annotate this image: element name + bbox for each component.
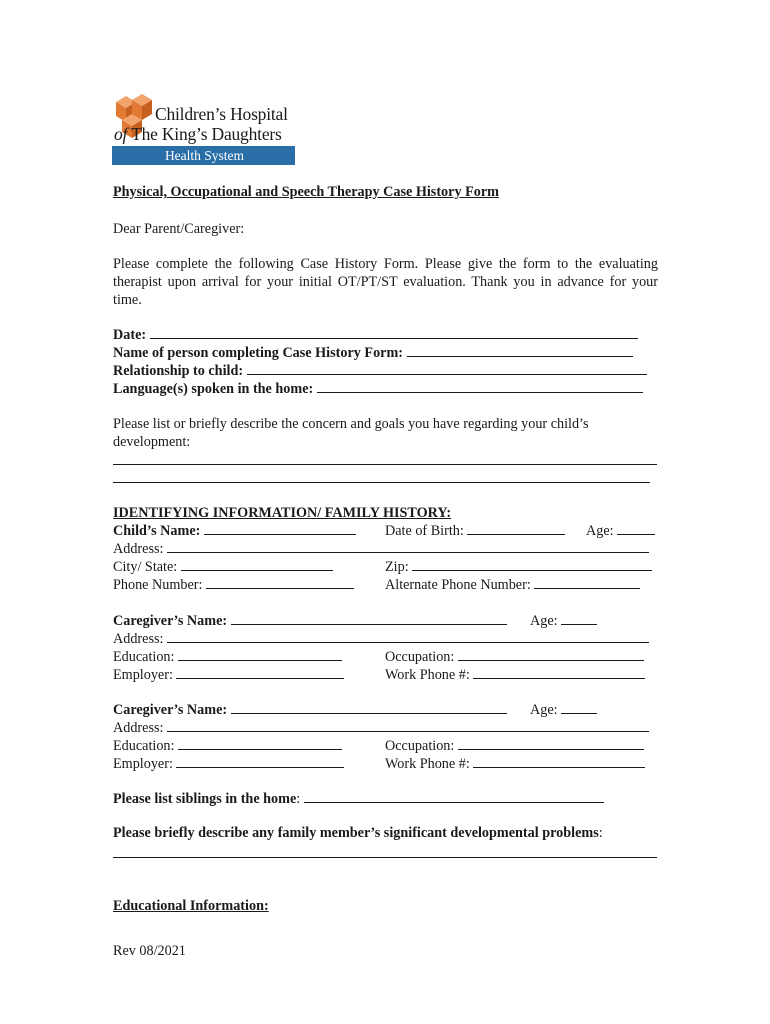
caregiver1-occupation-label: Occupation: [385, 649, 455, 665]
zip-field[interactable] [412, 557, 652, 571]
caregiver1-work-phone-field[interactable] [473, 665, 645, 679]
siblings-field[interactable] [304, 789, 604, 803]
logo-name-line1: Children’s Hospital [155, 104, 288, 124]
caregiver2-employer-label: Employer: [113, 756, 173, 772]
alt-phone-row [385, 575, 640, 594]
caregiver1-education-field[interactable] [178, 647, 342, 661]
intro-paragraph: Please complete the following Case History Form. Please give the form to the evaluating therapist upon arrival for your initial OT/PT/ST evaluation. Thank you in advance for your time. [113, 256, 658, 308]
caregiver1-work-phone-label: Work Phone #: [385, 667, 470, 683]
child-age-row [586, 521, 655, 540]
logo-banner-text: Health System [164, 148, 245, 163]
caregiver1-address-label: Address: [113, 631, 164, 647]
city-state-field[interactable] [181, 557, 333, 571]
alt-phone-field[interactable] [534, 575, 640, 589]
family-problems-colon: : [598, 825, 603, 841]
caregiver2-employer-row [113, 754, 344, 773]
city-state-row [113, 557, 333, 576]
concern-prompt: Please list or briefly describe the concern and goals you have regarding your child’s development: [113, 416, 589, 450]
languages-label: Language(s) spoken in the home: [113, 381, 314, 397]
caregiver1-employer-row [113, 665, 344, 684]
logo-name-line2: of The King’s Daughters [114, 124, 282, 144]
child-age-field[interactable] [617, 521, 655, 535]
caregiver1-employer-label: Employer: [113, 667, 173, 683]
child-address-row [113, 539, 649, 558]
date-row [113, 325, 638, 344]
phone-row [113, 575, 354, 594]
caregiver1-address-field[interactable] [167, 629, 649, 643]
siblings-row [113, 789, 604, 808]
caregiver1-name-label: Caregiver’s Name: [113, 613, 228, 629]
caregiver1-address-row [113, 629, 649, 648]
dob-row [385, 521, 565, 540]
caregiver2-education-label: Education: [113, 738, 175, 754]
greeting: Dear Parent/Caregiver: [113, 221, 245, 237]
phone-field[interactable] [206, 575, 354, 589]
child-name-row [113, 521, 356, 540]
family-problems-label: Please briefly describe any family member’s significant developmental problems [113, 825, 599, 841]
caregiver2-name-field[interactable] [231, 700, 507, 714]
caregiver2-age-field[interactable] [561, 700, 597, 714]
concern-line-2[interactable] [113, 482, 650, 483]
caregiver2-occupation-row [385, 736, 644, 755]
family-problems-row [113, 824, 603, 842]
caregiver1-age-row [530, 611, 597, 630]
languages-row [113, 379, 643, 398]
relationship-label: Relationship to child: [113, 363, 244, 379]
siblings-colon: : [296, 791, 301, 807]
person-label: Name of person completing Case History Form: [113, 345, 403, 361]
hospital-logo [112, 92, 296, 166]
caregiver2-address-label: Address: [113, 720, 164, 736]
caregiver2-name-label: Caregiver’s Name: [113, 702, 228, 718]
caregiver2-work-phone-row [385, 754, 645, 773]
caregiver2-education-field[interactable] [178, 736, 342, 750]
caregiver2-age-label: Age: [530, 702, 558, 718]
caregiver1-occupation-row [385, 647, 644, 666]
person-field[interactable] [407, 343, 633, 357]
caregiver1-age-label: Age: [530, 613, 558, 629]
city-state-label: City/ State: [113, 559, 178, 575]
child-address-label: Address: [113, 541, 164, 557]
zip-row [385, 557, 652, 576]
caregiver2-address-field[interactable] [167, 718, 649, 732]
person-row [113, 343, 633, 362]
child-name-field[interactable] [204, 521, 356, 535]
siblings-label: Please list siblings in the home [113, 791, 297, 807]
caregiver1-education-row [113, 647, 342, 666]
family-problems-line[interactable] [113, 857, 657, 858]
child-name-label: Child’s Name: [113, 523, 201, 539]
identifying-heading: IDENTIFYING INFORMATION/ FAMILY HISTORY: [113, 505, 452, 521]
caregiver2-occupation-field[interactable] [458, 736, 644, 750]
revision-footer: Rev 08/2021 [113, 943, 186, 959]
child-age-label: Age: [586, 523, 614, 539]
caregiver1-work-phone-row [385, 665, 645, 684]
languages-field[interactable] [317, 379, 643, 393]
zip-label: Zip: [385, 559, 409, 575]
caregiver2-name-row [113, 700, 507, 719]
educational-heading: Educational Information: [113, 898, 269, 914]
caregiver1-education-label: Education: [113, 649, 175, 665]
caregiver1-occupation-field[interactable] [458, 647, 644, 661]
caregiver1-age-field[interactable] [561, 611, 597, 625]
caregiver2-age-row [530, 700, 597, 719]
caregiver2-address-row [113, 718, 649, 737]
date-label: Date: [113, 327, 147, 343]
caregiver2-work-phone-label: Work Phone #: [385, 756, 470, 772]
phone-label: Phone Number: [113, 577, 203, 593]
caregiver1-employer-field[interactable] [176, 665, 344, 679]
dob-field[interactable] [467, 521, 565, 535]
alt-phone-label: Alternate Phone Number: [385, 577, 531, 593]
relationship-field[interactable] [247, 361, 647, 375]
caregiver2-occupation-label: Occupation: [385, 738, 455, 754]
form-title: Physical, Occupational and Speech Therapy Case History Form [113, 184, 499, 200]
caregiver1-name-row [113, 611, 507, 630]
caregiver1-name-field[interactable] [231, 611, 507, 625]
caregiver2-education-row [113, 736, 342, 755]
date-field[interactable] [150, 325, 638, 339]
logo-banner [112, 146, 295, 165]
dob-label: Date of Birth: [385, 523, 464, 539]
caregiver2-employer-field[interactable] [176, 754, 344, 768]
caregiver2-work-phone-field[interactable] [473, 754, 645, 768]
concern-line-1[interactable] [113, 464, 657, 465]
relationship-row [113, 361, 647, 380]
child-address-field[interactable] [167, 539, 649, 553]
